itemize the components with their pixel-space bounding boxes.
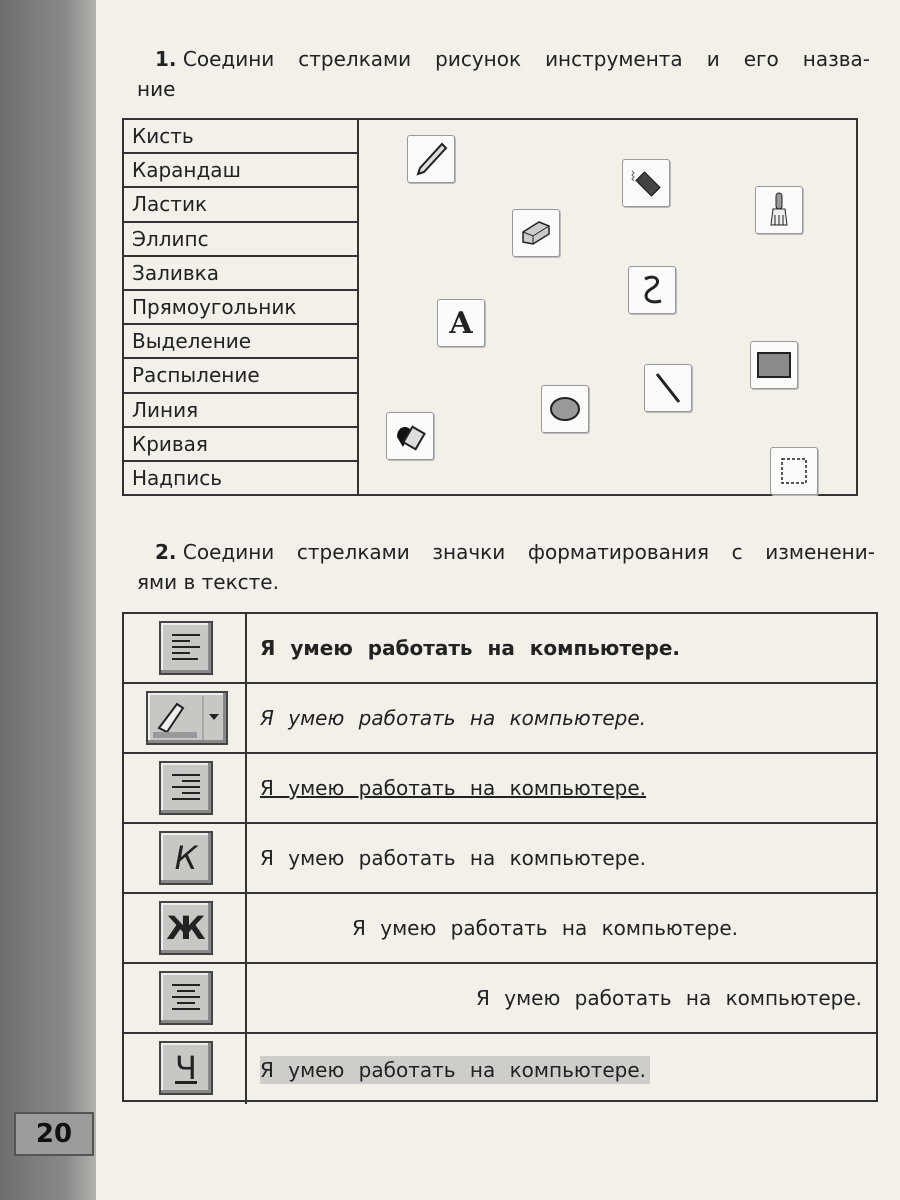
tool-name[interactable]: Распыление [124, 359, 357, 393]
table-row [124, 754, 876, 824]
word: и [706, 47, 720, 71]
tool-name[interactable]: Надпись [132, 465, 222, 490]
page-edge [0, 0, 96, 1200]
task-number: 1. [155, 47, 177, 71]
text-icon-letter: A [449, 305, 473, 341]
text-icon[interactable] [437, 299, 485, 347]
sample-text-underlined: Я умею работать на компьютере. [260, 776, 647, 800]
word: инструмента [545, 47, 683, 71]
word: форматирования [527, 540, 709, 564]
word: Соедини [182, 540, 275, 564]
table-row [124, 964, 876, 1034]
word: стрелками [296, 540, 410, 564]
align-right-button[interactable] [159, 761, 213, 815]
selection-icon[interactable] [770, 447, 818, 495]
sample-text-highlighted: Я умею работать на компьютере. [260, 1056, 650, 1084]
page-number: 20 [14, 1112, 94, 1156]
table-row [124, 684, 876, 754]
sample-text-right: Я умею работать на компьютере. [475, 986, 862, 1010]
sample-text-centered: Я умею работать на компьютере. [352, 916, 739, 940]
task-number: 2. [155, 540, 177, 564]
task1-heading [137, 44, 870, 104]
tool-name[interactable]: Заливка [124, 257, 357, 291]
button-cell [124, 964, 247, 1032]
tool-name[interactable]: Карандаш [124, 154, 357, 188]
heading-continuation: ями в тексте. [137, 570, 279, 594]
ellipse-icon[interactable] [541, 385, 589, 433]
word: его [743, 47, 779, 71]
tool-names-column [124, 120, 359, 494]
tools-table [122, 118, 858, 496]
formatting-table [122, 612, 878, 1102]
align-center-button[interactable] [159, 971, 213, 1025]
word: изменени- [765, 540, 875, 564]
word: стрелками [298, 47, 412, 71]
sample-text-left: Я умею работать на компьютере. [260, 846, 647, 870]
tool-name[interactable]: Кисть [124, 120, 357, 154]
align-left-button[interactable] [159, 621, 213, 675]
spray-icon[interactable] [622, 159, 670, 207]
table-row [124, 1034, 876, 1104]
button-cell [124, 1034, 247, 1104]
word: с [731, 540, 743, 564]
tool-name[interactable]: Кривая [124, 428, 357, 462]
button-cell [124, 824, 247, 892]
button-cell [124, 684, 247, 752]
task2-heading [137, 537, 875, 597]
button-cell [124, 614, 247, 682]
heading-continuation: ние [137, 77, 176, 101]
pencil-icon[interactable] [407, 135, 455, 183]
word: Соедини [182, 47, 275, 71]
word: значки [432, 540, 506, 564]
table-row [124, 894, 876, 964]
fill-icon[interactable] [386, 412, 434, 460]
italic-button[interactable]: К [159, 831, 213, 885]
bold-button[interactable]: Ж [159, 901, 213, 955]
brush-icon[interactable] [755, 186, 803, 234]
eraser-icon[interactable] [512, 209, 560, 257]
highlight-color-button[interactable] [146, 691, 228, 745]
button-cell [124, 754, 247, 822]
curve-icon[interactable] [628, 266, 676, 314]
sample-text-italic: Я умею работать на компьютере. [260, 706, 647, 730]
tool-name[interactable]: Ластик [124, 188, 357, 222]
rectangle-icon[interactable] [750, 341, 798, 389]
table-row [124, 824, 876, 894]
line-icon[interactable] [644, 364, 692, 412]
tool-name[interactable]: Линия [124, 394, 357, 428]
word: рисунок [435, 47, 522, 71]
tool-name[interactable]: Эллипс [124, 223, 357, 257]
tool-name[interactable]: Прямоугольник [124, 291, 357, 325]
sample-text-bold: Я умею работать на компьютере. [260, 636, 681, 660]
table-row [124, 614, 876, 684]
underline-button[interactable]: Ч [159, 1041, 213, 1095]
word: назва- [802, 47, 870, 71]
tool-name[interactable]: Выделение [124, 325, 357, 359]
button-cell [124, 894, 247, 962]
